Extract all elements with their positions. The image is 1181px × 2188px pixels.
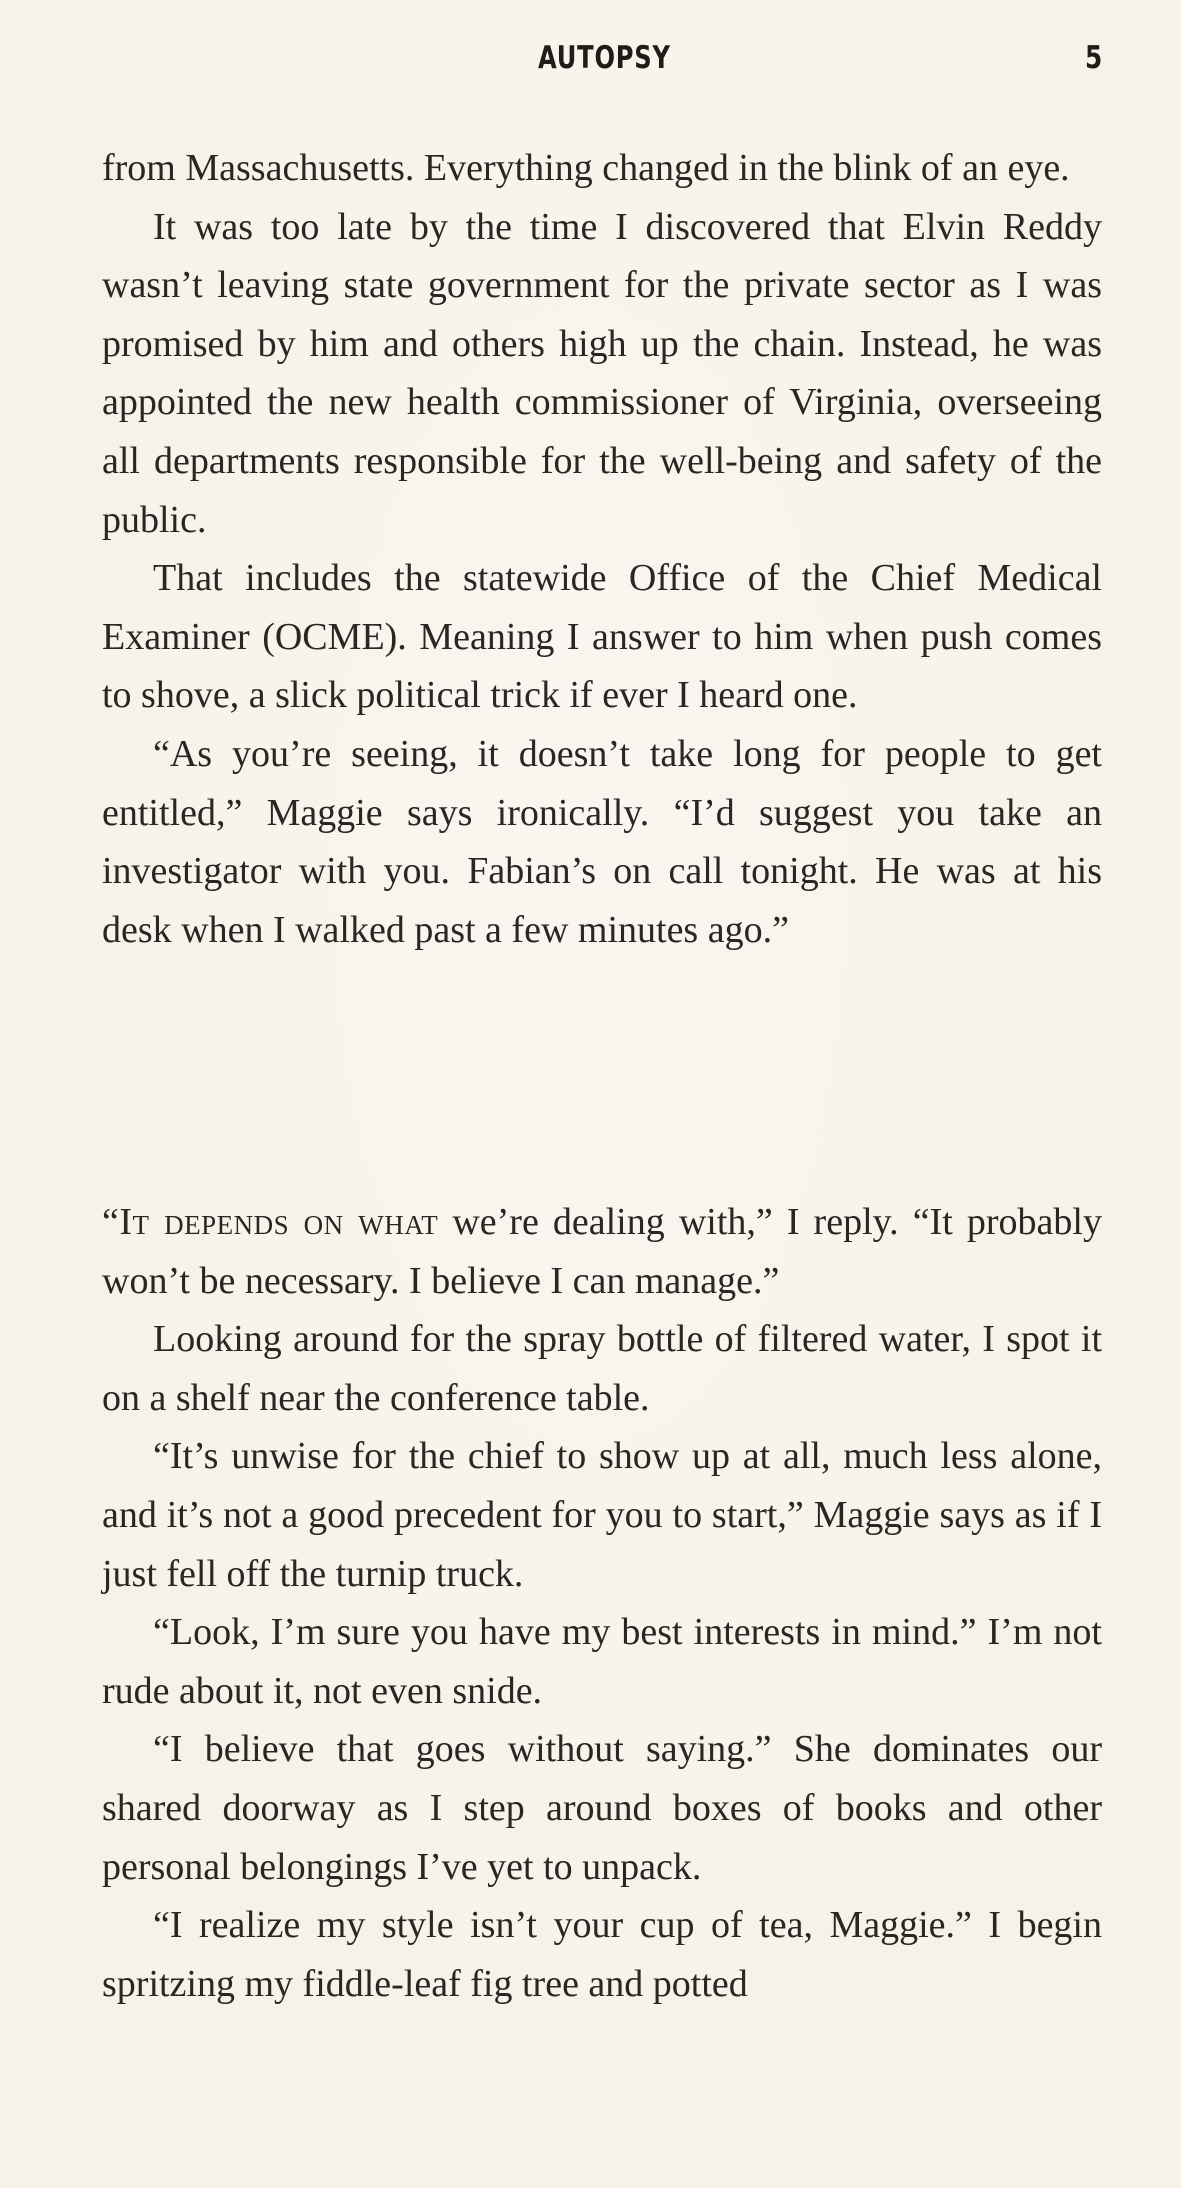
paragraph: Looking around for the spray bottle of filtered water, I spot it on a shelf near the conference table. [102, 1318, 1102, 1419]
paragraph: “I realize my style isn’t your cup of tea, Maggie.” I begin spritzing my fiddle-leaf fig tree and potted [102, 1904, 1102, 2005]
section-opening-smallcaps: “It depends on what [102, 1201, 439, 1243]
paragraph: “Look, I’m sure you have my best interests in mind.” I’m not rude about it, not even snide. [102, 1611, 1102, 1712]
paragraph: That includes the statewide Office of the Chief Medical Examiner (OCME). Meaning I answer to him when push comes to shove, a slick political trick if ever I heard one. [102, 557, 1102, 717]
section-one [102, 139, 1102, 959]
paragraph: “As you’re seeing, it doesn’t take long for people to get entitled,” Maggie says ironically. “I’d suggest you take an investigator with you. Fabian’s on call tonight. He was at his desk when I walked past a few minutes ago.” [102, 732, 1102, 951]
running-head [0, 40, 1181, 80]
section-two [102, 1193, 1102, 2013]
running-title: AUTOPSY [538, 40, 671, 76]
paragraph: “It’s unwise for the chief to show up at all, much less alone, and it’s not a good precedent for you to start,” Maggie says as if I just fell off the turnip truck. [102, 1435, 1102, 1595]
page-number: 5 [1085, 40, 1103, 76]
paragraph: “I believe that goes without saying.” She dominates our shared doorway as I step around boxes of books and other personal belongings I’ve yet to unpack. [102, 1728, 1102, 1888]
paragraph-continued: from Massachusetts. Everything changed in the blink of an eye. [102, 147, 1070, 189]
section-opening-text: we’re dealing with,” I reply. “It probably won’t be necessary. I believe I can manage.” [102, 1201, 1102, 1302]
paragraph: It was too late by the time I discovered that Elvin Reddy wasn’t leaving state government for the private sector as I was promised by him and others high up the chain. Instead, he was appointed the new health commissioner of Virginia, overseeing all departments responsible for the well-being and safety of the public. [102, 205, 1102, 541]
section-opening-paragraph [102, 1193, 1102, 1310]
